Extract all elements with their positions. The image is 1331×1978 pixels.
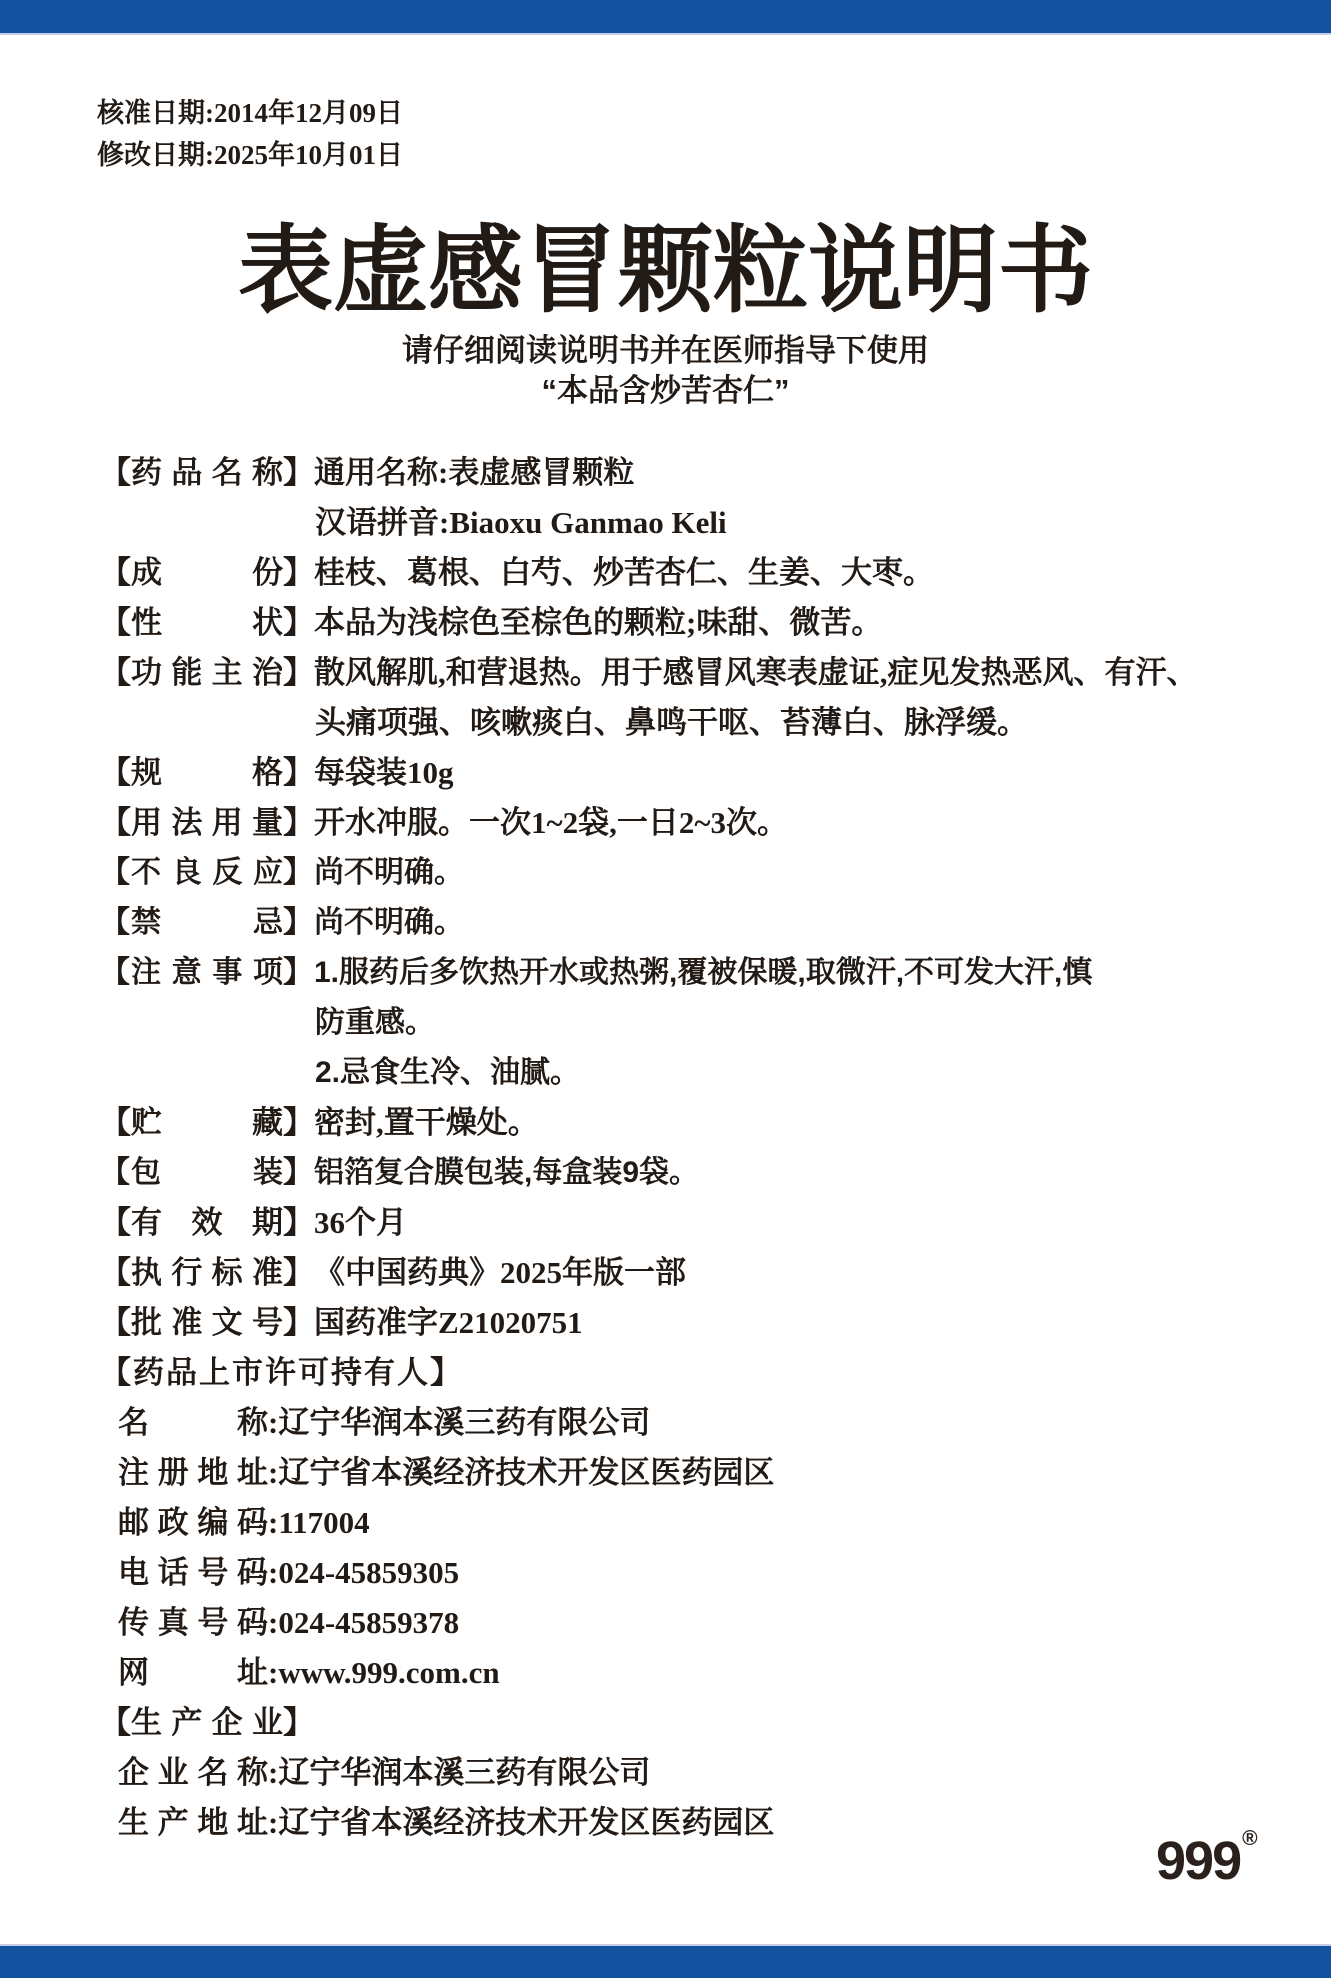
field-label: 有 效 期 bbox=[131, 1205, 283, 1240]
field-value: 辽宁省本溪经济技术开发区医药园区 bbox=[278, 1805, 775, 1840]
row-functions bbox=[100, 648, 1280, 698]
field-label: 成 份 bbox=[131, 555, 283, 590]
row-validity bbox=[100, 1198, 1280, 1248]
field-label: 禁 忌 bbox=[131, 906, 283, 939]
field-value: 桂枝、葛根、白芍、炒苦杏仁、生姜、大枣。 bbox=[314, 555, 934, 590]
field-value: 开水冲服。一次1~2袋,一日2~3次。 bbox=[314, 805, 788, 840]
bracket-open: 【 bbox=[100, 1205, 131, 1240]
revision-date: 修改日期:2025年10月01日 bbox=[97, 140, 403, 170]
field-value: 尚不明确。 bbox=[314, 906, 464, 939]
bracket-close: 】 bbox=[283, 1305, 314, 1340]
field-label: 邮 政 编 码 bbox=[118, 1505, 268, 1540]
row-mah-phone bbox=[100, 1548, 1280, 1598]
row-dosage bbox=[100, 798, 1280, 848]
field-value: 每袋装10g bbox=[314, 755, 454, 790]
row-properties bbox=[100, 598, 1280, 648]
row-mah-fax bbox=[100, 1598, 1280, 1648]
row-mah-reg-address bbox=[100, 1448, 1280, 1498]
row-ingredients bbox=[100, 548, 1280, 598]
field-value: 辽宁省本溪经济技术开发区医药园区 bbox=[278, 1455, 775, 1490]
bracket-open: 【 bbox=[100, 1305, 131, 1340]
bracket-close: 】 bbox=[283, 956, 313, 989]
bracket-close: 】 bbox=[283, 605, 314, 640]
field-value: www.999.com.cn bbox=[278, 1655, 500, 1690]
bracket-open: 【 bbox=[100, 856, 130, 889]
field-label: 生 产 企 业 bbox=[131, 1705, 283, 1740]
row-approval-number bbox=[100, 1298, 1280, 1348]
row-manufacturer-name bbox=[100, 1748, 1280, 1798]
bracket-open: 【 bbox=[100, 1705, 131, 1740]
field-label: 名 称 bbox=[118, 1405, 268, 1440]
bracket-close: 】 bbox=[283, 805, 314, 840]
bracket-open: 【 bbox=[100, 1156, 130, 1189]
row-mah-website bbox=[100, 1648, 1280, 1698]
registered-trademark-icon: ® bbox=[1242, 1827, 1258, 1850]
row-mah-name bbox=[100, 1398, 1280, 1448]
field-value: 通用名称:表虚感冒颗粒 bbox=[314, 455, 635, 490]
bracket-close: 】 bbox=[283, 856, 313, 889]
bracket-open: 【 bbox=[100, 605, 131, 640]
field-colon: : bbox=[268, 1405, 279, 1440]
bracket-open: 【 bbox=[100, 1255, 131, 1290]
field-colon: : bbox=[268, 1655, 279, 1690]
bracket-close: 】 bbox=[283, 1255, 314, 1290]
field-label: 生 产 地 址 bbox=[118, 1805, 268, 1840]
bracket-close: 】 bbox=[283, 1205, 314, 1240]
row-pinyin-cont bbox=[100, 498, 1280, 548]
bracket-close: 】 bbox=[283, 1105, 314, 1140]
row-manufacturer-address bbox=[100, 1798, 1280, 1848]
field-value: 117004 bbox=[278, 1505, 370, 1540]
row-precautions bbox=[100, 948, 1280, 998]
field-value-continuation: 汉语拼音:Biaoxu Ganmao Keli bbox=[315, 505, 727, 540]
field-label: 用 法 用 量 bbox=[131, 805, 283, 840]
bracket-open: 【 bbox=[100, 655, 131, 690]
row-precautions-cont-2 bbox=[100, 1048, 1280, 1098]
field-label: 电 话 号 码 bbox=[118, 1555, 268, 1590]
row-storage bbox=[100, 1098, 1280, 1148]
row-manufacturer-heading bbox=[100, 1698, 1280, 1748]
field-value: 本品为浅棕色至棕色的颗粒;味甜、微苦。 bbox=[314, 605, 883, 640]
field-value: 尚不明确。 bbox=[314, 856, 464, 889]
bracket-open: 【 bbox=[100, 555, 131, 590]
field-colon: : bbox=[268, 1505, 279, 1540]
field-colon: : bbox=[268, 1605, 279, 1640]
field-label: 不 良 反 应 bbox=[131, 856, 283, 889]
field-value-continuation: 2.忌食生冷、油腻。 bbox=[315, 1056, 581, 1089]
field-label: 规 格 bbox=[131, 755, 283, 790]
field-label: 注 意 事 项 bbox=[131, 956, 283, 989]
bracket-close: 】 bbox=[283, 555, 314, 590]
usage-warning: 请仔细阅读说明书并在医师指导下使用 bbox=[402, 333, 929, 368]
field-label: 传 真 号 码 bbox=[118, 1605, 268, 1640]
field-label: 注 册 地 址 bbox=[118, 1455, 268, 1490]
bracket-close: 】 bbox=[283, 1156, 313, 1189]
bracket-open: 【 bbox=[100, 805, 131, 840]
brand-999-logo bbox=[1156, 1827, 1258, 1891]
field-label: 性 状 bbox=[131, 605, 283, 640]
bracket-close: 】 bbox=[283, 455, 314, 490]
bracket-open: 【 bbox=[100, 455, 131, 490]
bracket-close: 】 bbox=[283, 906, 313, 939]
subtitle-block bbox=[0, 331, 1331, 411]
field-value: 密封,置干燥处。 bbox=[314, 1105, 539, 1140]
field-colon: : bbox=[268, 1805, 279, 1840]
field-label: 执 行 标 准 bbox=[131, 1255, 283, 1290]
field-value: 1.服药后多饮热开水或热粥,覆被保暖,取微汗,不可发大汗,慎 bbox=[314, 956, 1093, 989]
field-label: 功 能 主 治 bbox=[131, 655, 283, 690]
field-label: 包 装 bbox=[131, 1156, 283, 1189]
field-value: 辽宁华润本溪三药有限公司 bbox=[278, 1755, 651, 1790]
bracket-open: 【 bbox=[100, 906, 130, 939]
field-value: 辽宁华润本溪三药有限公司 bbox=[278, 1405, 651, 1440]
field-label: 批 准 文 号 bbox=[131, 1305, 283, 1340]
section-heading: 【药品上市许可持有人】 bbox=[100, 1355, 463, 1390]
row-mah-postcode bbox=[100, 1498, 1280, 1548]
field-colon: : bbox=[268, 1455, 279, 1490]
field-label: 企 业 名 称 bbox=[118, 1755, 268, 1790]
bracket-open: 【 bbox=[100, 1105, 131, 1140]
row-drug-name bbox=[100, 448, 1280, 498]
field-value: 国药准字Z21020751 bbox=[314, 1305, 583, 1340]
insert-body bbox=[100, 448, 1280, 1848]
row-contraindications bbox=[100, 898, 1280, 948]
row-standard bbox=[100, 1248, 1280, 1298]
field-value-continuation: 防重感。 bbox=[315, 1006, 435, 1039]
top-blue-band bbox=[0, 0, 1331, 35]
field-value: 《中国药典》2025年版一部 bbox=[314, 1255, 686, 1290]
row-functions-cont bbox=[100, 698, 1280, 748]
row-precautions-cont-1 bbox=[100, 998, 1280, 1048]
row-adverse-reactions bbox=[100, 848, 1280, 898]
field-value-continuation: 头痛项强、咳嗽痰白、鼻鸣干呕、苔薄白、脉浮缓。 bbox=[315, 705, 1028, 740]
bottom-blue-band bbox=[0, 1944, 1331, 1978]
approval-date: 核准日期:2014年12月09日 bbox=[97, 98, 403, 128]
field-label: 网 址 bbox=[118, 1655, 268, 1690]
row-packaging bbox=[100, 1148, 1280, 1198]
field-value: 024-45859305 bbox=[278, 1555, 460, 1590]
row-specification bbox=[100, 748, 1280, 798]
brand-999-text: 999 bbox=[1156, 1831, 1241, 1891]
bracket-open: 【 bbox=[100, 956, 130, 989]
page-title: 表虚感冒颗粒说明书 bbox=[237, 218, 1093, 324]
field-value: 36个月 bbox=[314, 1205, 407, 1240]
row-mah-heading bbox=[100, 1348, 1280, 1398]
field-value: 024-45859378 bbox=[278, 1605, 460, 1640]
field-colon: : bbox=[268, 1755, 279, 1790]
dates-block bbox=[97, 92, 403, 176]
field-label: 药 品 名 称 bbox=[131, 455, 283, 490]
field-value: 散风解肌,和营退热。用于感冒风寒表虚证,症见发热恶风、有汗、 bbox=[314, 655, 1198, 690]
bracket-close: 】 bbox=[283, 755, 314, 790]
bracket-close: 】 bbox=[283, 655, 314, 690]
contains-note: “本品含炒苦杏仁” bbox=[541, 373, 790, 408]
field-colon: : bbox=[268, 1555, 279, 1590]
bracket-open: 【 bbox=[100, 755, 131, 790]
field-label: 贮 藏 bbox=[131, 1105, 283, 1140]
field-value: 铝箔复合膜包装,每盒装9袋。 bbox=[314, 1156, 700, 1189]
bracket-close: 】 bbox=[283, 1705, 314, 1740]
